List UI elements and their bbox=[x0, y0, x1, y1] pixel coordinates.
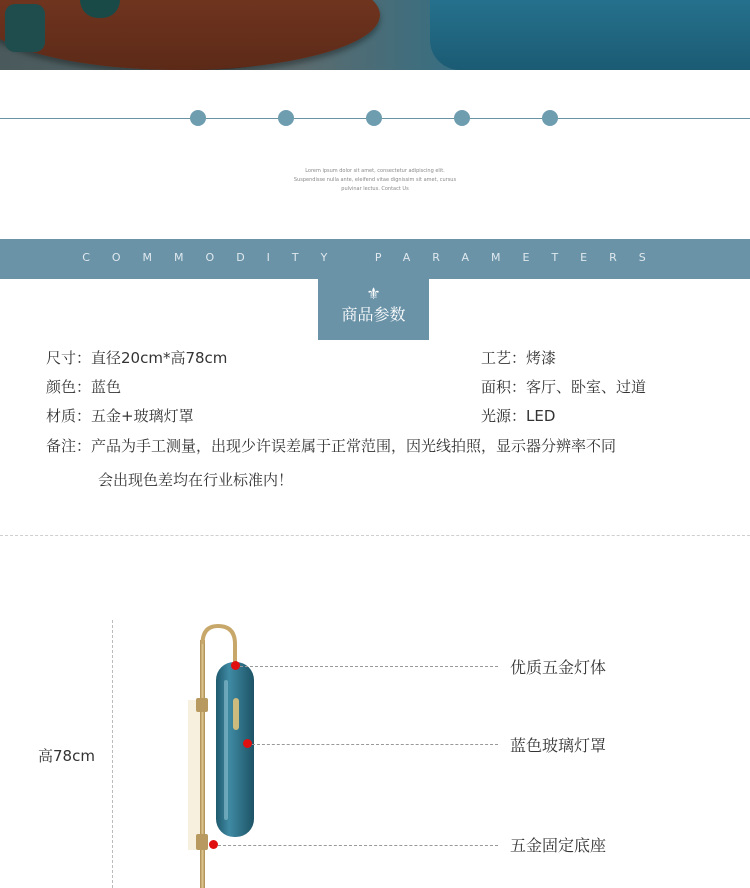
callout-body: 优质五金灯体 bbox=[510, 658, 607, 677]
glass-highlight bbox=[224, 680, 228, 820]
intro-line: Lorem ipsum dolor sit amet, consectetur adipiscing elit. bbox=[305, 168, 445, 174]
spec-craft: 工艺：烤漆 bbox=[481, 349, 557, 367]
height-label: 高78cm bbox=[38, 747, 95, 765]
section-tab bbox=[318, 279, 429, 340]
wall-glow bbox=[188, 700, 202, 850]
intro-line: Suspendisse nulla ante, eleifend vitae dignissim sit amet, cursus bbox=[293, 177, 457, 183]
callout-leader bbox=[252, 744, 498, 745]
callout-marker bbox=[231, 661, 240, 670]
callout-leader bbox=[218, 845, 498, 846]
spec-color: 颜色：蓝色 bbox=[46, 378, 122, 396]
spec-material: 材质：五金+玻璃灯罩 bbox=[46, 407, 194, 425]
intro-text bbox=[0, 167, 750, 194]
callout-marker bbox=[209, 840, 218, 849]
callout-shade: 蓝色玻璃灯罩 bbox=[510, 736, 607, 755]
vase-shape bbox=[5, 4, 45, 52]
callout-marker bbox=[243, 739, 252, 748]
banner-text: COMMODITY PARAMETERS bbox=[82, 251, 668, 264]
spec-light: 光源：LED bbox=[481, 407, 556, 425]
lamp-illustration bbox=[180, 620, 260, 888]
spec-area: 面积：客厅、卧室、过道 bbox=[481, 378, 647, 396]
bulb bbox=[233, 698, 239, 730]
callout-leader bbox=[240, 666, 498, 667]
glass-shade bbox=[216, 662, 254, 837]
spec-note: 备注：产品为手工测量，出现少许误差属于正常范围，因光线拍照，显示器分辨率不同 bbox=[46, 437, 617, 455]
decor-dot bbox=[542, 110, 558, 126]
lamp-arch bbox=[203, 626, 236, 662]
decor-dot bbox=[366, 110, 382, 126]
lamp-rod bbox=[200, 640, 205, 888]
sofa-shape bbox=[430, 0, 750, 70]
decor-dot bbox=[278, 110, 294, 126]
section-divider bbox=[0, 535, 750, 536]
section-title: 商品参数 bbox=[341, 305, 406, 324]
height-guide-line bbox=[112, 620, 113, 888]
intro-line: pulvinar lectus. Contact Us bbox=[341, 186, 409, 192]
spec-size: 尺寸：直径20cm*高78cm bbox=[46, 349, 228, 367]
lamp-base bbox=[196, 834, 208, 850]
decor-dot bbox=[454, 110, 470, 126]
table-top-shape bbox=[0, 0, 380, 70]
section-banner bbox=[0, 239, 750, 279]
callout-base: 五金固定底座 bbox=[510, 836, 607, 855]
spec-note-cont: 会出现色差均在行业标准内！ bbox=[98, 471, 294, 489]
hero-photo bbox=[0, 0, 750, 70]
fleur-de-lis-icon: ⚜ bbox=[366, 284, 381, 303]
lamp-bracket bbox=[196, 698, 208, 712]
decor-dot bbox=[190, 110, 206, 126]
